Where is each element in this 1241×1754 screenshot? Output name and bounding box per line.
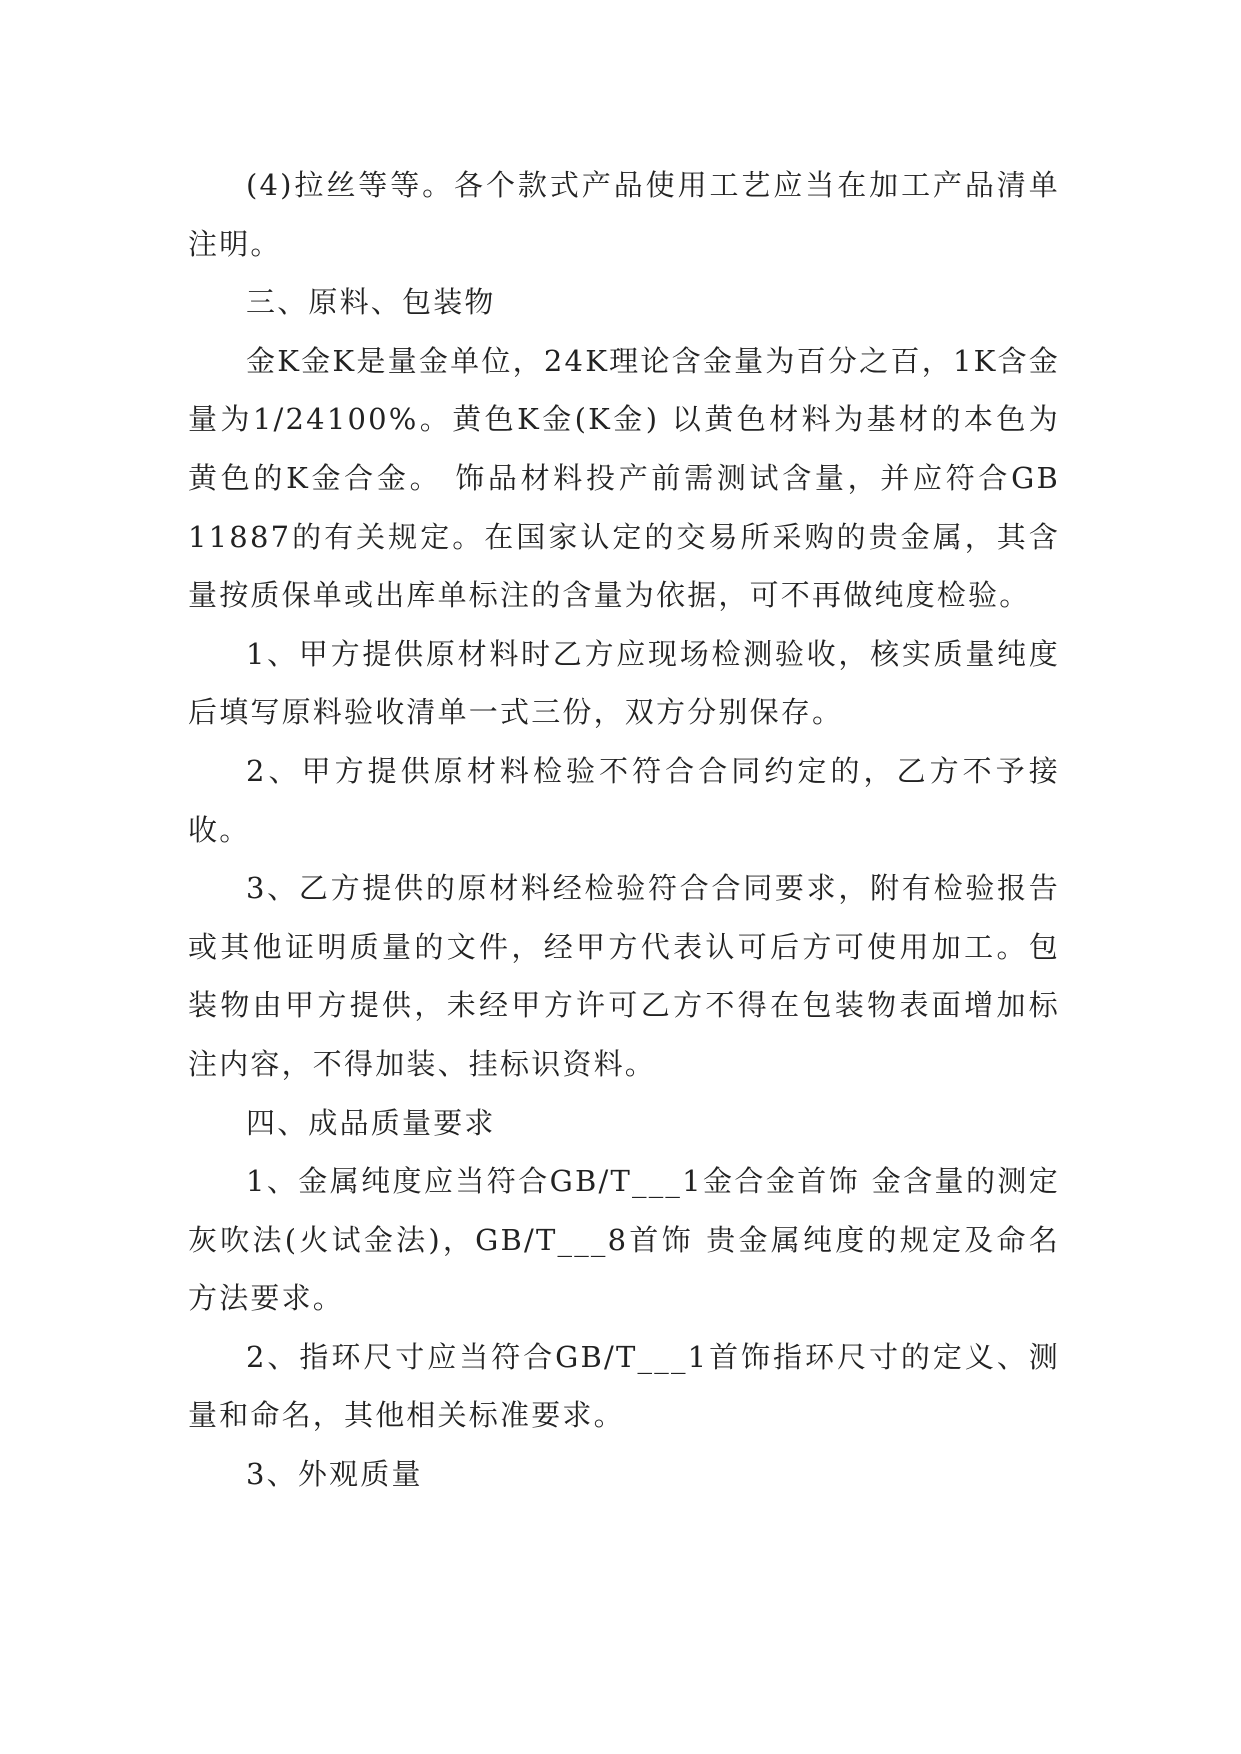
paragraph-gold-karat: 金K金K是量金单位，24K理论含金量为百分之百，1K含金量为1/24100%。黄色K金(K金) 以黄色材料为基材的本色为黄色的K金合金。 饰品材料投产前需测试含量，并应符合GB 11887的有关规定。在国家认定的交易所采购的贵金属，其含量按质保单或出库单标注的含量为依据，可不再做纯度检验。 <box>188 343 1060 613</box>
paragraph-quality-ring-size: 2、指环尺寸应当符合GB/T___1首饰指环尺寸的定义、测量和命名，其他相关标准要求。 <box>188 1339 1060 1433</box>
paragraph-item-2-rejection: 2、甲方提供原材料检验不符合合同约定的，乙方不予接收。 <box>188 753 1060 847</box>
paragraph-item-3-packaging: 3、乙方提供的原材料经检验符合合同要求，附有检验报告或其他证明质量的文件，经甲方代表认可后方可使用加工。包装物由甲方提供，未经甲方许可乙方不得在包装物表面增加标注内容，不得加装、挂标识资料。 <box>188 871 1060 1081</box>
section-heading-quality: 四、成品质量要求 <box>246 1105 496 1140</box>
paragraph-process-note: (4)拉丝等等。各个款式产品使用工艺应当在加工产品清单注明。 <box>188 168 1060 261</box>
paragraph-quality-appearance: 3、外观质量 <box>246 1457 423 1492</box>
paragraph-item-1-inspection: 1、甲方提供原材料时乙方应现场检测验收，核实质量纯度后填写原料验收清单一式三份，双方分别保存。 <box>188 636 1060 730</box>
document-body <box>188 156 1060 1504</box>
paragraph-quality-purity: 1、金属纯度应当符合GB/T___1金合金首饰 金含量的测定 灰吹法(火试金法)，GB/T___8首饰 贵金属纯度的规定及命名方法要求。 <box>188 1164 1060 1316</box>
section-heading-materials: 三、原料、包装物 <box>246 285 496 320</box>
